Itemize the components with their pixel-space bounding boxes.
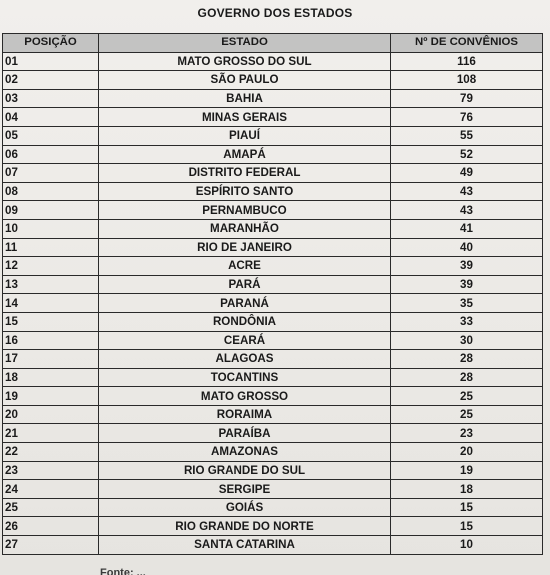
cell-position: 24 — [3, 480, 99, 499]
cell-position: 05 — [3, 126, 99, 145]
table-row — [3, 350, 543, 369]
cell-agreements: 15 — [391, 517, 543, 536]
cell-agreements: 25 — [391, 405, 543, 424]
document-title: GOVERNO DOS ESTADOS — [197, 6, 353, 20]
cell-agreements: 28 — [391, 350, 543, 369]
table-row — [3, 164, 543, 183]
cell-state: TOCANTINS — [99, 368, 391, 387]
table-row — [3, 443, 543, 462]
cell-agreements: 10 — [391, 536, 543, 555]
table-row — [3, 275, 543, 294]
table-row — [3, 424, 543, 443]
cell-agreements: 39 — [391, 257, 543, 276]
cell-agreements: 41 — [391, 219, 543, 238]
cell-position: 17 — [3, 350, 99, 369]
table-row — [3, 52, 543, 71]
cell-position: 19 — [3, 387, 99, 406]
cell-position: 08 — [3, 182, 99, 201]
cell-state: SÃO PAULO — [99, 71, 391, 90]
table-row — [3, 387, 543, 406]
cell-state: AMAPÁ — [99, 145, 391, 164]
cell-agreements: 35 — [391, 294, 543, 313]
cell-state: BAHIA — [99, 89, 391, 108]
cell-position: 04 — [3, 108, 99, 127]
table-row — [3, 201, 543, 220]
header-agreements: Nº DE CONVÊNIOS — [391, 34, 543, 53]
cell-agreements: 76 — [391, 108, 543, 127]
cell-position: 26 — [3, 517, 99, 536]
cell-position: 21 — [3, 424, 99, 443]
cell-state: MATO GROSSO DO SUL — [99, 52, 391, 71]
states-agreements-table — [2, 33, 543, 555]
table-row — [3, 257, 543, 276]
cell-position: 27 — [3, 536, 99, 555]
table-row — [3, 331, 543, 350]
cell-position: 13 — [3, 275, 99, 294]
table-row — [3, 461, 543, 480]
cell-state: ESPÍRITO SANTO — [99, 182, 391, 201]
cell-state: MARANHÃO — [99, 219, 391, 238]
table-row — [3, 368, 543, 387]
cell-agreements: 19 — [391, 461, 543, 480]
table-row — [3, 145, 543, 164]
cell-state: RIO DE JANEIRO — [99, 238, 391, 257]
cell-position: 18 — [3, 368, 99, 387]
table-row — [3, 405, 543, 424]
table-row — [3, 312, 543, 331]
cell-agreements: 79 — [391, 89, 543, 108]
cell-agreements: 18 — [391, 480, 543, 499]
footer-note: Fonte: ... — [100, 567, 146, 575]
table-body — [3, 52, 543, 554]
cell-state: PARANÁ — [99, 294, 391, 313]
cell-state: CEARÁ — [99, 331, 391, 350]
cell-agreements: 43 — [391, 182, 543, 201]
cell-agreements: 20 — [391, 443, 543, 462]
cell-agreements: 55 — [391, 126, 543, 145]
cell-agreements: 108 — [391, 71, 543, 90]
table-row — [3, 480, 543, 499]
cell-agreements: 23 — [391, 424, 543, 443]
cell-position: 07 — [3, 164, 99, 183]
cell-state: RIO GRANDE DO SUL — [99, 461, 391, 480]
cell-agreements: 49 — [391, 164, 543, 183]
cell-agreements: 33 — [391, 312, 543, 331]
cell-state: PARÁ — [99, 275, 391, 294]
table-row — [3, 182, 543, 201]
cell-agreements: 39 — [391, 275, 543, 294]
cell-agreements: 28 — [391, 368, 543, 387]
cell-position: 06 — [3, 145, 99, 164]
cell-position: 22 — [3, 443, 99, 462]
cell-agreements: 25 — [391, 387, 543, 406]
cell-position: 11 — [3, 238, 99, 257]
cell-position: 10 — [3, 219, 99, 238]
table-row — [3, 517, 543, 536]
cell-position: 01 — [3, 52, 99, 71]
cell-state: RORAIMA — [99, 405, 391, 424]
cell-agreements: 116 — [391, 52, 543, 71]
cell-state: SANTA CATARINA — [99, 536, 391, 555]
header-state: ESTADO — [99, 34, 391, 53]
cell-state: MINAS GERAIS — [99, 108, 391, 127]
cell-state: ACRE — [99, 257, 391, 276]
table-row — [3, 108, 543, 127]
cell-agreements: 15 — [391, 498, 543, 517]
table-row — [3, 238, 543, 257]
cell-position: 16 — [3, 331, 99, 350]
table-row — [3, 219, 543, 238]
table-row — [3, 89, 543, 108]
cell-state: GOIÁS — [99, 498, 391, 517]
cell-agreements: 43 — [391, 201, 543, 220]
table-row — [3, 71, 543, 90]
table-row — [3, 294, 543, 313]
cell-state: RIO GRANDE DO NORTE — [99, 517, 391, 536]
table-row — [3, 536, 543, 555]
cell-state: MATO GROSSO — [99, 387, 391, 406]
cell-position: 20 — [3, 405, 99, 424]
cell-position: 14 — [3, 294, 99, 313]
cell-state: DISTRITO FEDERAL — [99, 164, 391, 183]
cell-position: 15 — [3, 312, 99, 331]
table-row — [3, 498, 543, 517]
cell-state: ALAGOAS — [99, 350, 391, 369]
cell-position: 03 — [3, 89, 99, 108]
cell-agreements: 52 — [391, 145, 543, 164]
cell-state: SERGIPE — [99, 480, 391, 499]
cell-position: 12 — [3, 257, 99, 276]
cell-agreements: 40 — [391, 238, 543, 257]
header-position: POSIÇÃO — [3, 34, 99, 53]
cell-position: 23 — [3, 461, 99, 480]
cell-state: PARAÍBA — [99, 424, 391, 443]
cell-agreements: 30 — [391, 331, 543, 350]
table-row — [3, 126, 543, 145]
cell-state: PERNAMBUCO — [99, 201, 391, 220]
cell-position: 02 — [3, 71, 99, 90]
table-header-row — [3, 34, 543, 53]
cell-position: 09 — [3, 201, 99, 220]
cell-position: 25 — [3, 498, 99, 517]
cell-state: AMAZONAS — [99, 443, 391, 462]
cell-state: PIAUÍ — [99, 126, 391, 145]
cell-state: RONDÔNIA — [99, 312, 391, 331]
